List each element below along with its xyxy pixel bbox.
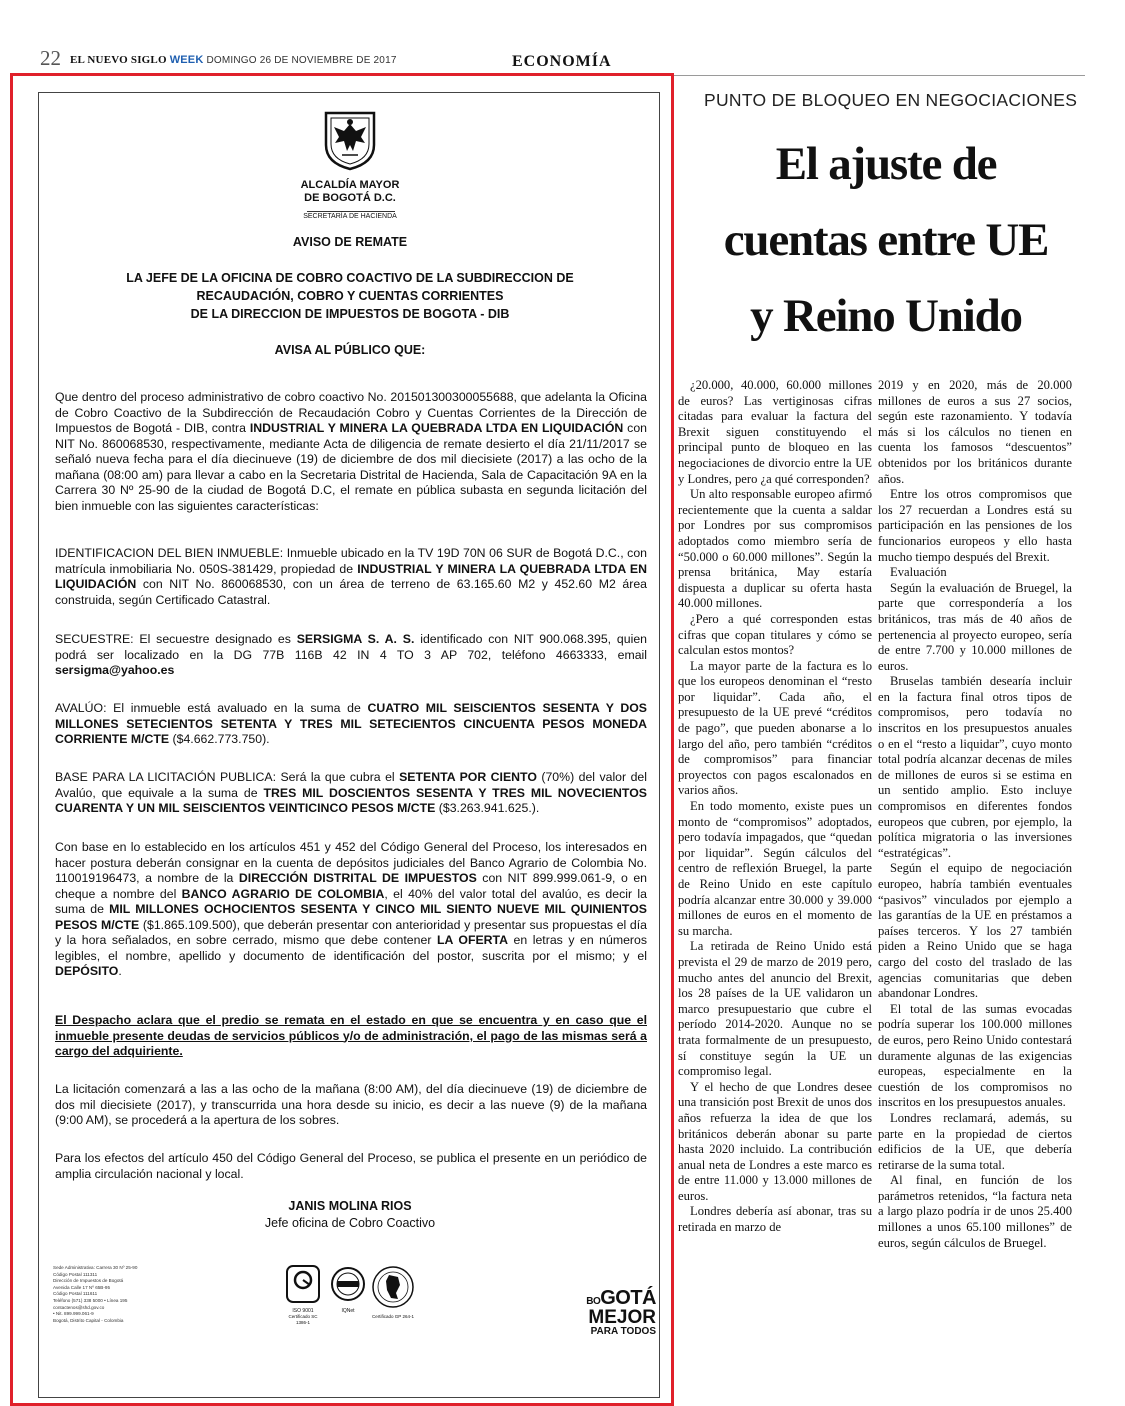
article-paragraph: Un alto responsable europeo afirmó recientemente que la cuenta a saldar por Londres por sus compromisos adoptados como miembro sería de “50.000 o 60.000 millones”. Según la prensa británica, May estaría dispuesta a duplicar su oferta hasta 40.000 millones. [678,487,872,611]
colombia-map-seal-icon [371,1265,415,1309]
article-subheading: Evaluación [890,565,947,580]
paragraph-property: IDENTIFICACION DEL BIEN INMUEBLE: Inmueble ubicado en la TV 19D 70N 06 SUR de Bogotá D.C., con matrícula inmobiliaria No. 050S-381429, propiedad de INDUSTRIAL Y MINERA LA QUEBRADA LTDA EN LIQUIDACIÓN con NIT No. 860068530, con un área de terreno de 63.165.60 M2 y 452.60 M2 área construida, según Certificado Catastral. [55,546,647,607]
institution-name-1: ALCALDÍA MAYOR [300,179,400,191]
signature-block [39,1198,661,1232]
article-headline: El ajuste de cuentas entre UE y Reino Unido [723,138,1049,342]
page-header [0,0,1125,78]
institution-sub: SECRETARÍA DE HACIENDA [303,213,397,220]
signer-name: JANIS MOLINA RIOS [288,1199,412,1213]
article-paragraph: La mayor parte de la factura es lo que los europeos denominan el “resto por liquidar”. Cada año, el presupuesto de la UE prevé “créditos de pago”, que pueden abonarse a lo largo del año, pero también “créditos de compromisos” para financiar proyectos con pagos escalonados en varios años. [678,658,872,798]
paragraph-bid-base: BASE PARA LA LICITACIÓN PUBLICA: Será la que cubra el SETENTA POR CIENTO (70%) del valor del Avalúo, que equivale a la suma de TRES MIL DOSCIENTOS SESENTA Y TRES MIL NOVECIENTOS CUARENTA Y UN MIL SEISCIENTOS VEINTICINCO PESOS M/CTE ($3.263.941.625.). [55,770,647,815]
bogota-seal-icon [322,111,378,171]
article-paragraph: En todo momento, existe pues un monto de “compromisos” adoptados, pero todavía impagados, que “quedan por liquidar”. Según cálculos del centro de reflexión Bruegel, la parte de Reino Unido en este capítulo podría alcanzar entre 30.000 y 39.000 millones de euros en el momento de su marcha. [678,799,872,938]
article-column-1 [678,378,872,1236]
article-paragraph: ¿20.000, 40.000, 60.000 millones de euros? Las vertiginosas cifras citadas para evaluar la factura del Brexit siguen constituyendo el principal punto de bloqueo en las negociaciones de divorcio entre la UE y Londres, pero ¿a qué corresponden? [678,378,872,486]
paragraph-custodian: SECUESTRE: El secuestre designado es SERSIGMA S. A. S. identificado con NIT 900.068.395, quien podrá ser localizado en la DG 77B 116B 42 IN 4 TO 3 AP 702, teléfono 4663333, email sersigma@yahoo.es [55,632,648,677]
legal-notice [38,92,660,1398]
article-paragraph: Londres reclamará, además, su parte en la propiedad de ciertos edificios de la UE, que debería retirarse de la suma total. [878,1110,1072,1172]
article-paragraph: Entre los otros compromisos que los 27 recuerdan a Londres está su participación en las pensiones de los funcionarios europeos y ello hasta mucho tiempo después del Brexit. [878,487,1072,564]
article-paragraph: Según la evaluación de Bruegel, la parte que correspondería a los británicos, tras más de 40 años de pertenencia al proyecto europeo, sería de entre 7.700 y 10.000 millones de euros. [878,580,1072,673]
news-article [676,78,1096,1398]
authority-line-1: LA JEFE DE LA OFICINA DE COBRO COACTIVO DE LA SUBDIRECCION DE [126,271,574,285]
paper-name: EL NUEVO SIGLO [70,54,167,66]
authority-line-3: DE LA DIRECCION DE IMPUESTOS DE BOGOTA - DIB [190,307,510,321]
article-paragraph: Bruselas también desearía incluir en la factura final otros tipos de compromisos, pero todavía no inscritos en los presupuestos anuales o en el “resto a liquidar”, cuyo monto total podría alcanzar decenas de miles de millones de euros si se estima en un sentido amplio. Esto incluye compromisos en diferentes fondos europeos que cubren, por ejemplo, la política migratoria o las inversiones “estratégicas”. [878,674,1072,860]
signer-title: Jefe oficina de Cobro Coactivo [264,1216,436,1230]
custodian-email: sersigma@yahoo.es [55,663,175,677]
paragraph-disclaimer: El Despacho aclara que el predio se remata en el estado en que se encuentra y en caso que el inmueble presente deudas de servicios públicos y/o de administración, el pago de las mismas será a cargo del adquiriente. [55,1013,647,1058]
edition-name: WEEK [169,54,204,66]
masthead-line [70,54,397,66]
bogota-mejor-logo: BOGOTÁ MEJOR PARA TODOS [586,1287,656,1337]
notice-title: AVISO DE REMATE [292,235,408,249]
article-kicker: PUNTO DE BLOQUEO EN NEGOCIACIONES [704,90,1078,110]
article-paragraph: La retirada de Reino Unido está prevista el 29 de marzo de 2019 pero, mucho antes del anuncio del Brexit, los 28 países de la UE validaron un marco presupuestario que cubre el período 2014-2020. Aunque no se trata formalmente de un presupuesto, sí constituye según la UE un compromiso legal. [678,939,872,1079]
paragraph-intro: Que dentro del proceso administrativo de cobro coactivo No. 201501300300055688, que adelanta la Oficina de Cobro Coactivo de la Subdirección de Recaudación Cobro y Cuentas Corrientes de la Dirección de Impuestos de Bogotá - DIB, contra INDUSTRIAL Y MINERA LA QUEBRADA LTDA EN LIQUIDACIÓN con NIT No. 860068530, respectivamente, mediante Acta de diligencia de remate desierto el día 21/11/2017 se señaló nueva fecha para el día diecinueve (19) de diciembre de dos mil diecisiete (2017) a las ocho de la mañana (08:00 am) para llevar a cabo en la Secretaria Distrital de Hacienda, Sala de Capacitación 9A en la Carrera 30 Nº 25-90 de la ciudad de Bogotá D.C, el remate en pública subasta en segunda licitación del bien inmueble con las siguientes características: [55,390,647,513]
paragraph-deposit: Con base en lo establecido en los artículos 451 y 452 del Código General del Proceso, los interesados en hacer postura deberán consignar en la cuenta de depósitos judiciales del Banco Agrario de Colombia No. 110019196473, a nombre de la DIRECCIÓN DISTRITAL DE IMPUESTOS con NIT 899.999.061-9, o en cheque a nombre del BANCO AGRARIO DE COLOMBIA, el 40% del valor total del avalúo, es decir la suma de MIL MILLONES OCHOCIENTOS SESENTA Y CINCO MIL SIENTO NUEVE MIL QUINIENTOS PESOS M/CTE ($1.865.109.500), que deberán presentar con anterioridad y presentar sus propuestas el día y la hora señalados, en sobre cerrado, mismo que debe contener LA OFERTA en letras y en números legibles, el nombre, apellido y documento de identificación del postor, suscrita por el mismo; y el DEPÓSITO. [55,840,648,978]
institution-divider [307,211,395,212]
iso-certification: ISO 9001 Certificado SC 1386-1 [283,1265,323,1326]
address-block: Sede Administrativa: Carrera 30 Nº 25-90 Código Postal 111311 Dirección de Impuestos de Bogotá Avenida Calle 17 Nº 65B-95 Código Postal 111611 Teléfono (571) 338 5000 • Línea 195 contactenos@shd.gov.co • Nit. 899.999.061-9 Bogotá, Distrito Capital - Colombia [53,1265,138,1323]
article-paragraph: El total de las sumas evocadas podría superar los 100.000 millones de euros, pero Reino Unido contestará duramente algunas de las exigencias europeas, especialmente en la cuestión de los compromisos no inscritos en los presupuestos anuales. [878,1001,1072,1110]
article-paragraph: Según el equipo de negociación europeo, habría también eventuales “pasivos” vinculados por ejemplo a las garantías de la UE en préstamos a países terceros. Y los 27 también piden a Reino Unido que se haga cargo del costo del traslado de las agencias comunitarias que deben abandonar Londres. [878,861,1072,1001]
paragraph-appraisal: AVALÚO: El inmueble está avaluado en la suma de CUATRO MIL SEISCIENTOS SESENTA Y DOS MILLONES SETECIENTOS SETENTA Y TRES MIL SETECIENTOS CINCUENTA PESOS MONEDA CORRIENTE M/CTE ($4.662.773.750). [55,701,647,746]
iqnet-logo-icon [329,1265,367,1303]
iqnet-certification: IQNet [329,1265,367,1314]
institution-name-2: DE BOGOTÁ D.C. [304,192,396,204]
article-paragraph: ¿Pero a qué corresponden estas cifras que copan titulares y cómo se calculan estos montos? [678,611,872,658]
gp-certification: Certificado GP 264-1 [371,1265,415,1320]
authority-line-2: RECAUDACIÓN, COBRO Y CUENTAS CORRIENTES [196,289,504,303]
page-number: 22 [40,46,61,70]
announce-line: AVISA AL PÚBLICO QUE: [274,343,426,357]
article-paragraph: 2019 y en 2020, más de 20.000 millones de euros a sus 27 socios, según este razonamiento. Y todavía más si los cálculos no tienen en cuenta los famosos “descuentos” obtenidos por los británicos durante años. [878,378,1072,486]
paragraph-publication: Para los efectos del artículo 450 del Código General del Proceso, se publica el presente en un periódico de amplia circulación nacional y local. [55,1151,647,1181]
article-paragraph: Londres debería así abonar, tras su retirada en marzo de [678,1204,872,1235]
paragraph-schedule: La licitación comenzará a las a las ocho de la mañana (8:00 AM), del día diecinueve (19) de diciembre de dos mil diecisiete (2017), y transcurrida una hora desde su inicio, es decir a las nueve (9) de la mañana (9:00 AM), se procederá a la apertura de los sobres. [55,1082,647,1127]
issue-date: DOMINGO 26 DE NOVIEMBRE DE 2017 [206,55,397,66]
article-column-2 [878,378,1072,1251]
article-paragraph: Al final, en función de los parámetros retenidos, “la factura neta a largo plazo podría ir de unos 25.400 millones a unos 65.100 millones” de euros, según cálculos de Bruegel. [878,1173,1072,1250]
icontec-logo-icon [283,1265,323,1303]
article-paragraph: Y el hecho de que Londres desee una transición post Brexit de unos dos años refuerza la idea de que los británicos deberán abonar su parte hasta 2020 incluido. La contribución anual neta de Londres a este marco es de entre 11.000 y 13.000 millones de euros. [678,1079,872,1203]
section-name: ECONOMÍA [512,53,612,70]
